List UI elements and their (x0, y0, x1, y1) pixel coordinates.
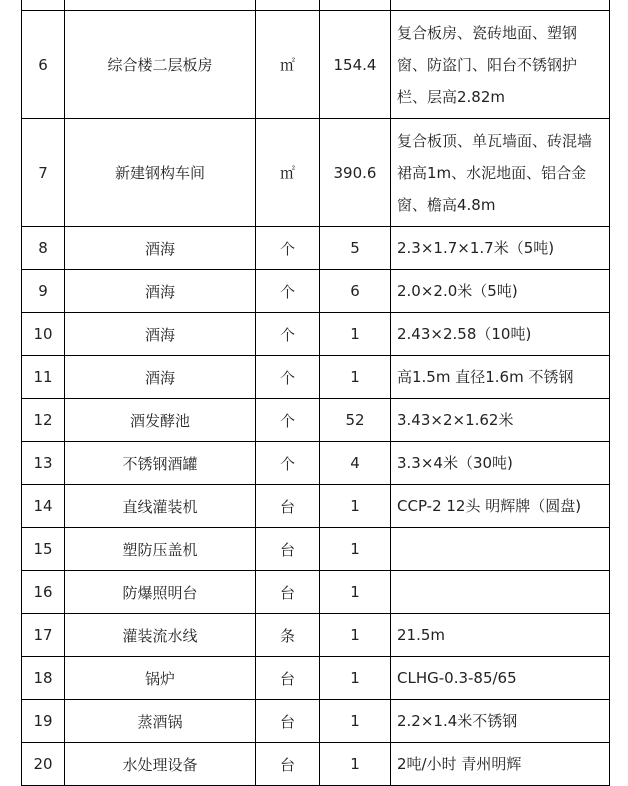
table-cell (256, 0, 320, 11)
row-number: 13 (22, 442, 65, 485)
table-row (22, 700, 610, 743)
item-quantity: 5 (320, 227, 391, 270)
table-row (22, 528, 610, 571)
row-number: 12 (22, 399, 65, 442)
item-description: 复合板顶、单瓦墙面、砖混墙裙高1m、水泥地面、铝合金窗、檐高4.8m (391, 119, 610, 227)
item-name: 水处理设备 (65, 743, 256, 786)
item-description: CLHG-0.3-85/65 (391, 657, 610, 700)
item-unit: 个 (256, 270, 320, 313)
item-description: 21.5m (391, 614, 610, 657)
row-number: 8 (22, 227, 65, 270)
item-unit: 台 (256, 571, 320, 614)
item-unit: 台 (256, 657, 320, 700)
item-unit: 台 (256, 700, 320, 743)
item-description: 3.3×4米（30吨) (391, 442, 610, 485)
item-quantity: 4 (320, 442, 391, 485)
item-quantity: 1 (320, 571, 391, 614)
row-number: 19 (22, 700, 65, 743)
item-description: 2.2×1.4米不锈钢 (391, 700, 610, 743)
item-quantity: 1 (320, 657, 391, 700)
item-quantity: 390.6 (320, 119, 391, 227)
row-number: 7 (22, 119, 65, 227)
item-quantity: 1 (320, 614, 391, 657)
item-unit: ㎡ (256, 11, 320, 119)
item-name: 塑防压盖机 (65, 528, 256, 571)
item-unit: 台 (256, 528, 320, 571)
item-description: 2吨/小时 青州明辉 (391, 743, 610, 786)
item-unit: 条 (256, 614, 320, 657)
item-name: 酒海 (65, 313, 256, 356)
item-description: CCP-2 12头 明辉牌（圆盘) (391, 485, 610, 528)
item-name: 酒海 (65, 270, 256, 313)
table-cell (391, 0, 610, 11)
row-number: 17 (22, 614, 65, 657)
item-name: 酒发酵池 (65, 399, 256, 442)
item-name: 酒海 (65, 227, 256, 270)
item-quantity: 154.4 (320, 11, 391, 119)
row-number: 9 (22, 270, 65, 313)
row-number: 11 (22, 356, 65, 399)
item-name: 防爆照明台 (65, 571, 256, 614)
row-number: 20 (22, 743, 65, 786)
table-row (22, 270, 610, 313)
row-number: 15 (22, 528, 65, 571)
item-unit: 个 (256, 356, 320, 399)
table-row (22, 657, 610, 700)
item-unit: 个 (256, 313, 320, 356)
row-number: 18 (22, 657, 65, 700)
table-row (22, 313, 610, 356)
row-number: 16 (22, 571, 65, 614)
table-row (22, 442, 610, 485)
item-unit: 个 (256, 227, 320, 270)
table-row (22, 571, 610, 614)
item-name: 酒海 (65, 356, 256, 399)
row-number: 10 (22, 313, 65, 356)
item-description (391, 571, 610, 614)
item-unit: ㎡ (256, 119, 320, 227)
item-quantity: 1 (320, 356, 391, 399)
item-quantity: 1 (320, 313, 391, 356)
item-quantity: 6 (320, 270, 391, 313)
item-description: 复合板房、瓷砖地面、塑钢窗、防盗门、阳台不锈钢护栏、层高2.82m (391, 11, 610, 119)
item-description: 2.43×2.58（10吨) (391, 313, 610, 356)
item-name: 锅炉 (65, 657, 256, 700)
table-row (22, 119, 610, 227)
row-number: 14 (22, 485, 65, 528)
table-cell (320, 0, 391, 11)
item-quantity: 1 (320, 700, 391, 743)
table-row (22, 614, 610, 657)
item-name: 蒸酒锅 (65, 700, 256, 743)
item-quantity: 1 (320, 743, 391, 786)
item-name: 新建钢构车间 (65, 119, 256, 227)
item-name: 灌装流水线 (65, 614, 256, 657)
item-unit: 个 (256, 442, 320, 485)
item-description (391, 528, 610, 571)
table-cell (65, 0, 256, 11)
item-name: 直线灌装机 (65, 485, 256, 528)
asset-table (21, 0, 610, 786)
item-quantity: 52 (320, 399, 391, 442)
row-number: 6 (22, 11, 65, 119)
item-unit: 台 (256, 743, 320, 786)
item-name: 不锈钢酒罐 (65, 442, 256, 485)
table-row (22, 356, 610, 399)
table-cell (22, 0, 65, 11)
table-row (22, 399, 610, 442)
table-row (22, 11, 610, 119)
item-unit: 个 (256, 399, 320, 442)
table-row (22, 743, 610, 786)
item-quantity: 1 (320, 528, 391, 571)
table-row (22, 485, 610, 528)
item-name: 综合楼二层板房 (65, 11, 256, 119)
table-row (22, 227, 610, 270)
item-quantity: 1 (320, 485, 391, 528)
item-unit: 台 (256, 485, 320, 528)
item-description: 高1.5m 直径1.6m 不锈钢 (391, 356, 610, 399)
item-description: 2.0×2.0米（5吨) (391, 270, 610, 313)
item-description: 3.43×2×1.62米 (391, 399, 610, 442)
item-description: 2.3×1.7×1.7米（5吨) (391, 227, 610, 270)
table-row-cut-off (22, 0, 610, 11)
